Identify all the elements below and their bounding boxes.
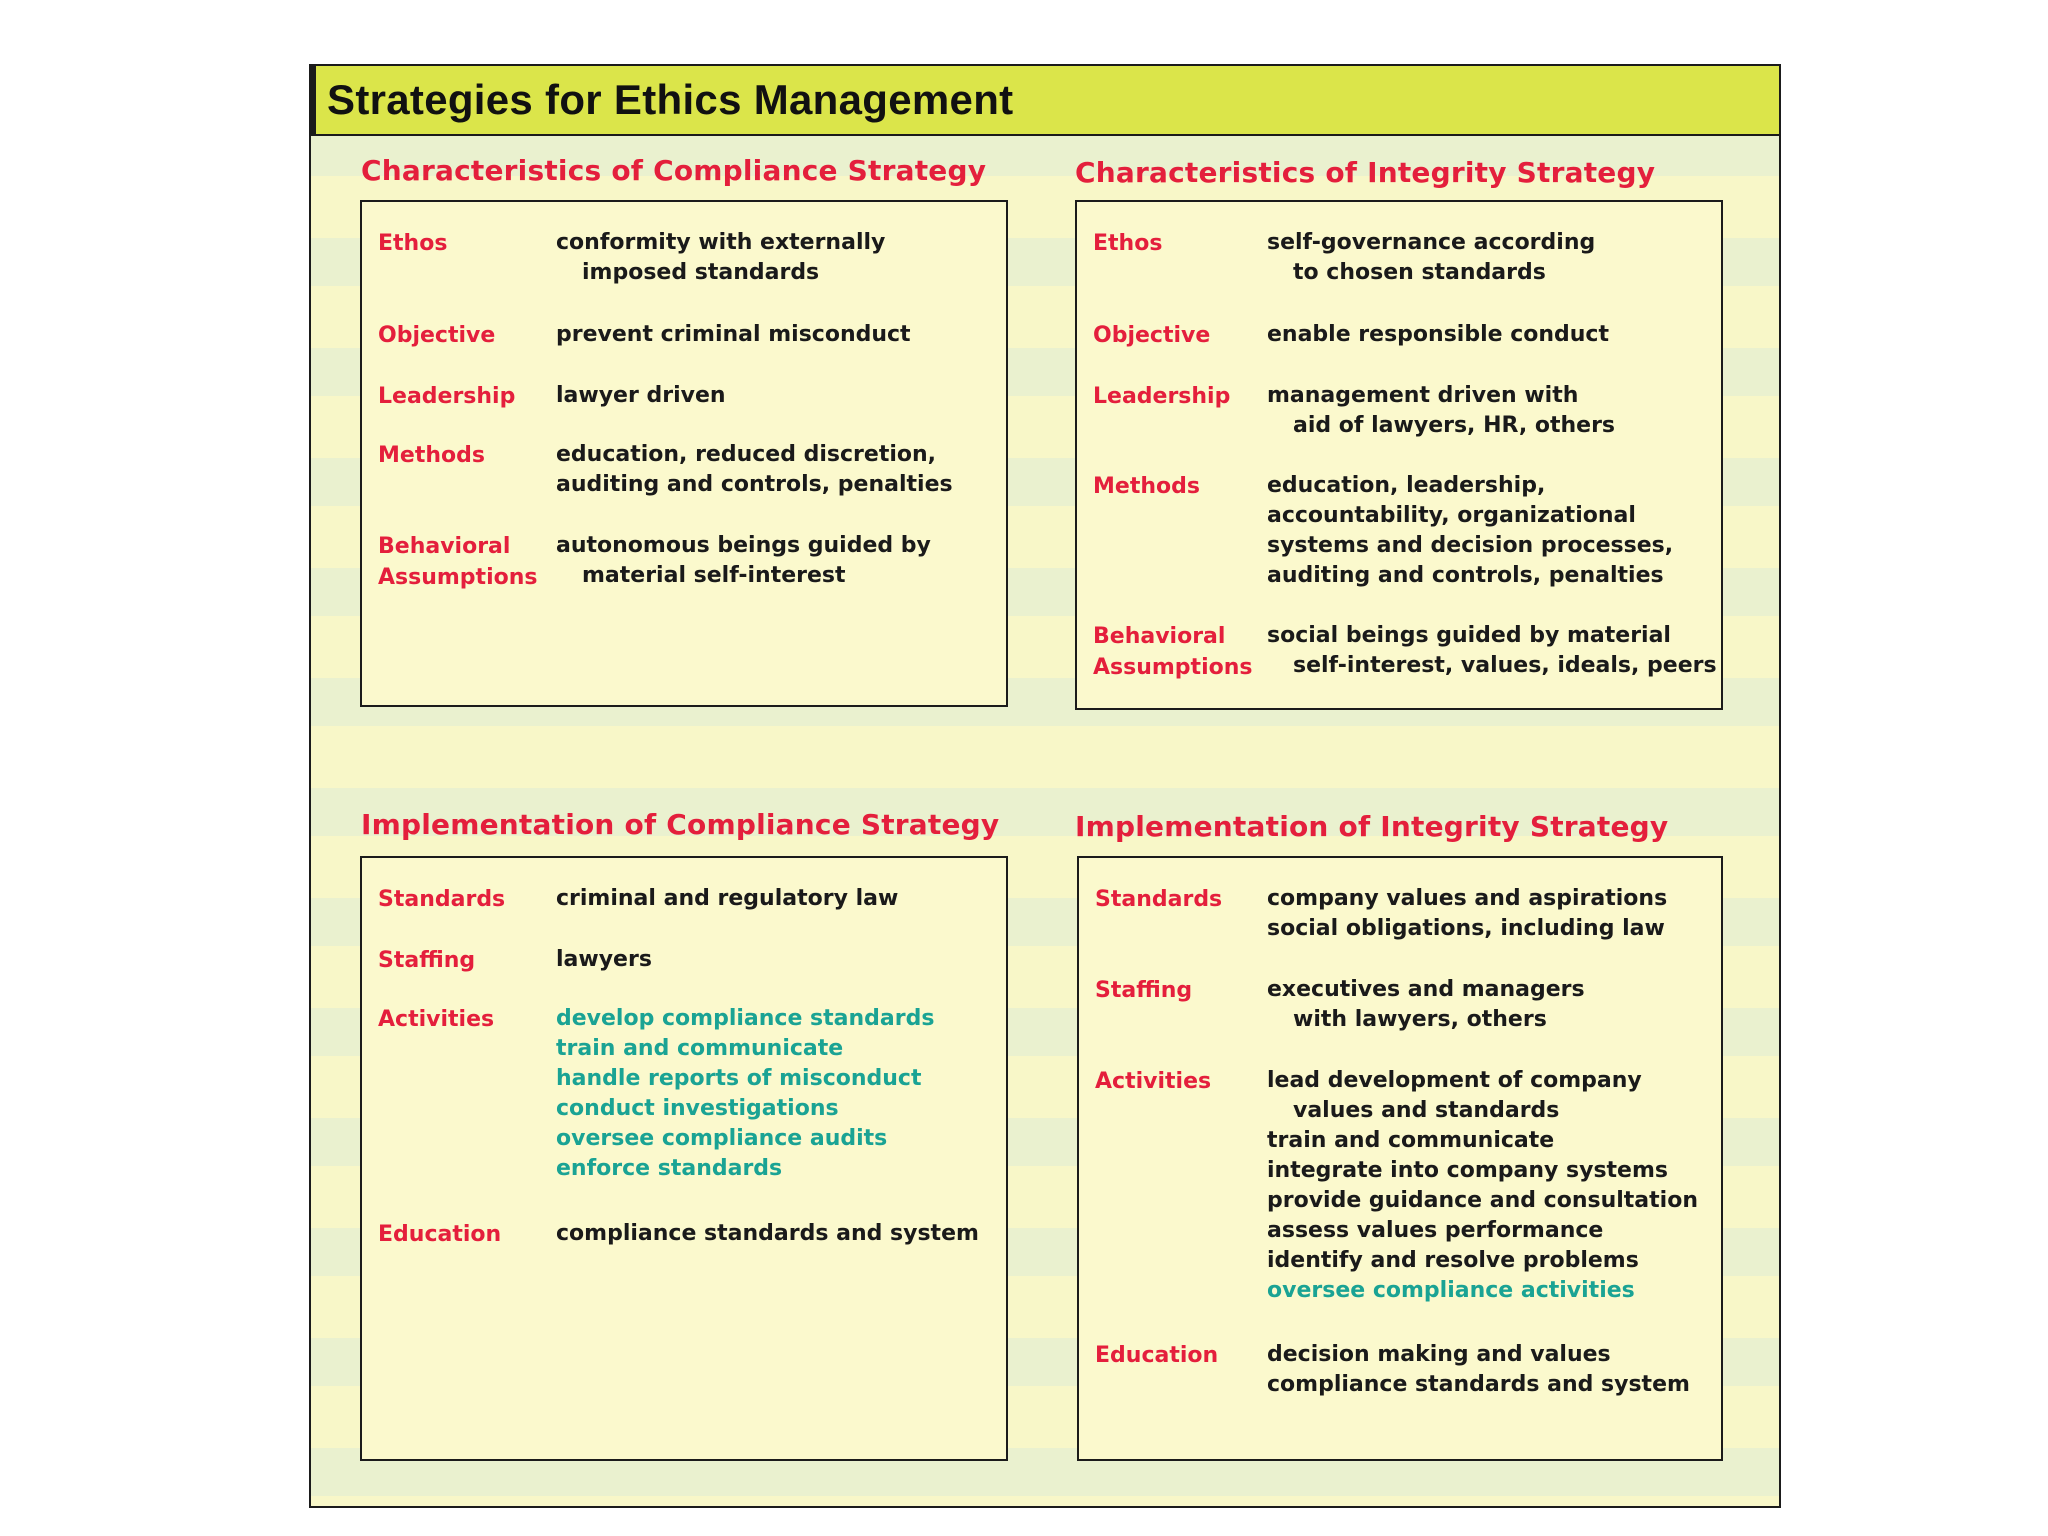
title-bar	[311, 66, 1779, 136]
row-value	[1267, 320, 1609, 350]
row-value-line: to chosen standards	[1293, 260, 1546, 285]
row-value-line: lead development of company	[1267, 1068, 1642, 1093]
row-value-line: compliance standards and system	[1267, 1372, 1690, 1397]
row-label	[378, 1004, 494, 1035]
row-label	[1095, 1066, 1211, 1097]
row-value-line: with lawyers, others	[1293, 1007, 1547, 1032]
row-label	[1093, 228, 1162, 259]
row-label-line: Ethos	[378, 231, 448, 256]
row-label-line: Activities	[1095, 1069, 1212, 1094]
heading-integrity-implementation: Implementation of Integrity Strategy	[1075, 810, 1669, 843]
row-value-line: criminal and regulatory law	[556, 886, 899, 911]
row-value	[1267, 228, 1595, 288]
row-label	[1095, 1340, 1218, 1371]
row-value	[556, 884, 898, 914]
row-label-line: Assumptions	[1093, 655, 1253, 680]
row-value-line: train and communicate	[1267, 1128, 1555, 1153]
row-label-line: Methods	[1093, 474, 1200, 499]
row-label-line: Standards	[1095, 887, 1223, 912]
row-value-line: imposed standards	[582, 260, 820, 285]
row-value	[556, 381, 726, 411]
row-value-line: auditing and controls, penalties	[556, 472, 953, 497]
row-value-line: lawyer driven	[556, 383, 726, 408]
row-value	[1267, 1066, 1698, 1306]
row-value-line: values and standards	[1293, 1098, 1560, 1123]
row-value	[556, 440, 953, 500]
row-value-line: self-governance according	[1267, 230, 1596, 255]
title-accent-stripe	[311, 66, 316, 134]
panel-compliance-implementation	[360, 856, 1008, 1461]
row-label-line: Education	[378, 1222, 502, 1247]
row-label	[378, 1219, 501, 1250]
row-value-line: prevent criminal misconduct	[556, 322, 911, 347]
row-label	[1093, 621, 1252, 683]
row-value-line: education, leadership,	[1267, 473, 1546, 498]
heading-compliance-implementation: Implementation of Compliance Strategy	[361, 808, 1000, 841]
row-value-line: enforce standards	[556, 1156, 783, 1181]
row-label	[1095, 884, 1222, 915]
panel-integrity-characteristics	[1075, 200, 1723, 710]
row-value	[556, 531, 931, 591]
row-value-line: aid of lawyers, HR, others	[1293, 413, 1616, 438]
row-label-line: Activities	[378, 1007, 495, 1032]
row-value-line: decision making and values	[1267, 1342, 1611, 1367]
row-value-line: management driven with	[1267, 383, 1579, 408]
row-label-line: Methods	[378, 443, 485, 468]
row-value-line: compliance standards and system	[556, 1221, 979, 1246]
row-label-line: Behavioral	[1093, 624, 1226, 649]
row-label-line: Education	[1095, 1343, 1219, 1368]
row-label	[1093, 320, 1210, 351]
row-label	[378, 531, 537, 593]
row-value-line: executives and managers	[1267, 977, 1585, 1002]
row-value-line: conduct investigations	[556, 1096, 839, 1121]
row-label-line: Objective	[378, 323, 496, 348]
row-value-line: company values and aspirations	[1267, 886, 1668, 911]
row-value	[556, 228, 885, 288]
row-label-line: Standards	[378, 887, 506, 912]
row-value-line: education, reduced discretion,	[556, 442, 937, 467]
row-value	[556, 945, 652, 975]
row-value	[1267, 471, 1673, 591]
row-value-line: material self-interest	[582, 563, 846, 588]
row-label	[378, 320, 495, 351]
row-value-line: accountability, organizational	[1267, 503, 1636, 528]
row-label-line: Ethos	[1093, 231, 1163, 256]
row-value-line: oversee compliance audits	[556, 1126, 888, 1151]
row-value	[1267, 975, 1585, 1035]
row-value	[1267, 381, 1615, 441]
figure-title: Strategies for Ethics Management	[327, 76, 1014, 123]
row-value	[556, 1219, 979, 1249]
row-value-line: lawyers	[556, 947, 652, 972]
row-label	[378, 381, 515, 412]
row-label-line: Objective	[1093, 323, 1211, 348]
row-value-line: systems and decision processes,	[1267, 533, 1674, 558]
row-label	[378, 945, 475, 976]
row-label-line: Assumptions	[378, 565, 538, 590]
row-label	[378, 228, 447, 259]
row-value-line: provide guidance and consultation	[1267, 1188, 1698, 1213]
panel-integrity-implementation	[1077, 856, 1723, 1461]
row-label	[1093, 381, 1230, 412]
ethics-strategies-figure	[309, 64, 1781, 1508]
heading-compliance-characteristics: Characteristics of Compliance Strategy	[361, 154, 987, 187]
panel-compliance-characteristics	[360, 200, 1008, 707]
row-value-line: handle reports of misconduct	[556, 1066, 922, 1091]
row-value-line: social beings guided by material	[1267, 623, 1671, 648]
row-value-line: train and communicate	[556, 1036, 844, 1061]
row-label-line: Behavioral	[378, 534, 511, 559]
row-label-line: Staffing	[1095, 978, 1193, 1003]
row-value-line: oversee compliance activities	[1267, 1278, 1635, 1303]
row-value-line: social obligations, including law	[1267, 916, 1665, 941]
row-label-line: Leadership	[1093, 384, 1231, 409]
row-label-line: Staffing	[378, 948, 476, 973]
row-value	[1267, 621, 1717, 681]
row-value	[1267, 1340, 1690, 1400]
heading-integrity-characteristics: Characteristics of Integrity Strategy	[1075, 156, 1656, 189]
row-value-line: enable responsible conduct	[1267, 322, 1609, 347]
row-label-line: Leadership	[378, 384, 516, 409]
row-label	[378, 440, 485, 471]
row-value-line: develop compliance standards	[556, 1006, 935, 1031]
row-value-line: self-interest, values, ideals, peers	[1293, 653, 1717, 678]
row-value-line: assess values performance	[1267, 1218, 1604, 1243]
row-value-line: integrate into company systems	[1267, 1158, 1668, 1183]
row-label	[1095, 975, 1192, 1006]
row-value-line: conformity with externally	[556, 230, 886, 255]
row-value	[1267, 884, 1667, 944]
row-value	[556, 320, 911, 350]
row-label	[378, 884, 505, 915]
row-value-line: identify and resolve problems	[1267, 1248, 1639, 1273]
row-value-line: autonomous beings guided by	[556, 533, 931, 558]
row-value-line: auditing and controls, penalties	[1267, 563, 1664, 588]
row-value	[556, 1004, 934, 1184]
row-label	[1093, 471, 1200, 502]
